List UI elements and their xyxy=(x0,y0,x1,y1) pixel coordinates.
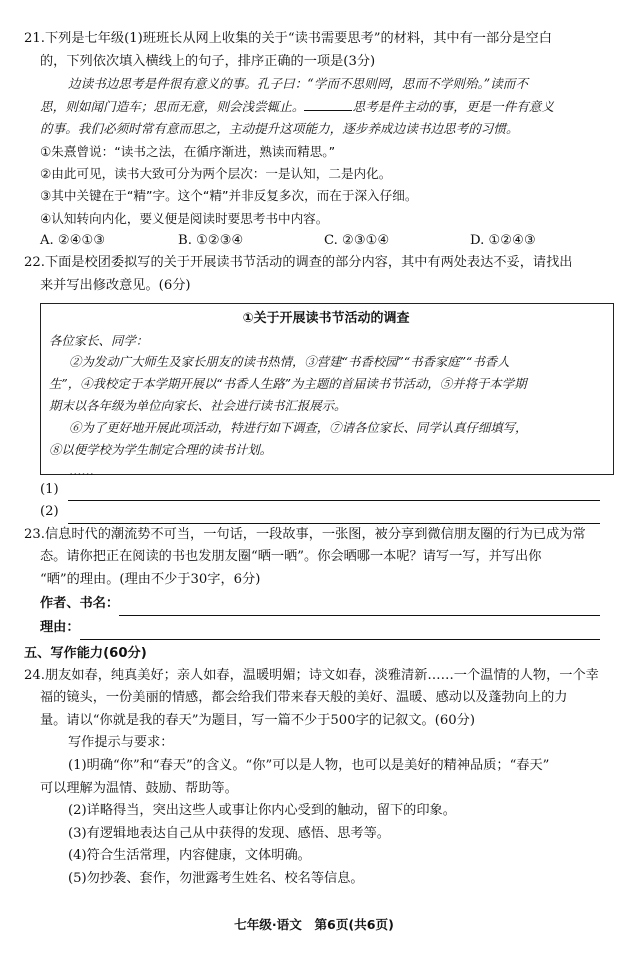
survey-line-3: 期末以各年级为单位向家长、社会进行读书汇报展示。 xyxy=(49,397,347,413)
q24-tip-2: (2)详略得当，突出这些人或事让你内心受到的触动，留下的印象。 xyxy=(68,803,456,819)
q23-stem-line1: 23.信息时代的潮流势不可当，一句话，一段故事，一张图，被分享到微信朋友圈的行为已成为常 xyxy=(24,526,586,542)
q23-reason-label: 理由： xyxy=(40,619,80,635)
q21-passage-line1: 边读书边思考是件很有意义的事。孔子曰：“学而不思则罔，思而不学则殆。”读而不 xyxy=(68,76,528,92)
q22-answer-2 xyxy=(24,501,606,524)
survey-box xyxy=(40,303,614,479)
question-23 xyxy=(24,524,606,640)
q24-tip-4: (4)符合生活常理，内容健康，文体明确。 xyxy=(68,848,311,864)
q23-author-title-field xyxy=(24,592,606,616)
q22-stem-line2: 来并写出修改意见。(6分) xyxy=(40,277,191,293)
q21-sentence-4: ④认知转向内化，要义便是阅读时要思考书中内容。 xyxy=(40,210,329,226)
q23-stem-line2: 态。请你把正在阅读的书也发朋友圈“晒一晒”。你会晒哪一本呢？请写一写，并写出你 xyxy=(40,549,542,565)
q21-passage-line2-before: 思，则如闻门造车；思而无意，则会浅尝辄止。 xyxy=(40,98,305,114)
survey-line-4: ⑥为了更好地开展此项活动，特进行如下调查，⑦请各位家长、同学认真仔细填写， xyxy=(69,419,528,435)
q21-option-d[interactable]: D. ①②④③ xyxy=(470,232,536,248)
q21-option-b[interactable]: B. ①②③④ xyxy=(178,232,244,248)
question-21 xyxy=(24,28,606,252)
q24-tip-3: (3)有逻辑地表达自己从中获得的发现、感悟、思考等。 xyxy=(68,825,390,841)
page-footer: 七年级·语文 第6页(共6页) xyxy=(234,917,394,932)
q21-option-c[interactable]: C. ②③①④ xyxy=(324,232,390,248)
survey-line-2: 生”，④我校定于本学期开展以“书香人生路”为主题的首届读书节活动，⑤并将于本学期 xyxy=(49,376,527,392)
q22-answer-2-label: (2) xyxy=(40,504,59,520)
survey-ellipsis: …… xyxy=(69,463,94,479)
q23-author-title-label: 作者、书名： xyxy=(40,595,120,611)
q21-options xyxy=(24,230,606,253)
q21-stem-line1: 21.下列是七年级(1)班班长从网上收集的关于“读书需要思考”的材料，其中有一部分是空白 xyxy=(24,31,552,46)
survey-greeting: 各位家长、同学： xyxy=(49,332,149,348)
question-24 xyxy=(24,665,606,891)
q21-sentence-1: ①朱熹曾说：“读书之法，在循序渐进，熟读而精思。” xyxy=(40,143,336,159)
q22-answer-1 xyxy=(24,479,606,502)
q21-passage-line3: 的事。我们必须时常有意而思之，主动提升这项能力，逐步养成边读书边思考的习惯。 xyxy=(40,121,519,137)
survey-line-5: ⑧以便学校为学生制定合理的读书计划。 xyxy=(49,441,273,457)
q24-tip-5: (5)勿抄袭、套作，勿泄露考生姓名、校名等信息。 xyxy=(68,870,364,886)
q24-stem-line3: 量。请以“你就是我的春天”为题目，写一篇不少于500字的记叙文。(60分) xyxy=(40,712,475,728)
q22-answer-1-label: (1) xyxy=(40,481,59,497)
q24-tip-1a: (1)明确“你”和“春天”的含义。“你”可以是人物，也可以是美好的精神品质；“春天” xyxy=(68,757,550,773)
q22-answer-2-line[interactable] xyxy=(68,509,600,524)
survey-line-1: ②为发动广大师生及家长朋友的读书热情，③营建“书香校园”“书香家庭”“书香人 xyxy=(69,354,510,370)
q21-sentence-2: ②由此可见，读书大致可分为两个层次：一是认知，二是内化。 xyxy=(40,166,392,182)
q23-reason-line[interactable] xyxy=(80,625,600,640)
q24-stem-line2: 福的镜头，一份美丽的情感，都会给我们带来春天般的美好、温暖、感动以及蓬勃向上的力 xyxy=(40,690,568,706)
q21-passage-line2-after: 思考是件主动的事，更是一件有意义 xyxy=(352,98,554,114)
q23-stem-line3: “晒”的理由。(理由不少于30字，6分) xyxy=(40,571,261,587)
section-5-heading: 五、写作能力(60分) xyxy=(24,645,147,661)
q23-author-title-line[interactable] xyxy=(119,601,600,616)
q23-reason-field xyxy=(24,616,606,640)
question-22 xyxy=(24,252,606,523)
q21-stem-line2: 的，下列依次填入横线上的句子，排序正确的一项是(3分) xyxy=(40,53,376,69)
q22-stem-line1: 22.下面是校团委拟写的关于开展读书节活动的调查的部分内容，其中有两处表达不妥，请找出 xyxy=(24,255,573,271)
survey-title: ①关于开展读书节活动的调查 xyxy=(242,310,410,326)
q24-stem-line1: 24.朋友如春，纯真美好；亲人如春，温暖明媚；诗文如春，淡雅清新……一个温情的人物，一个幸 xyxy=(24,667,599,683)
q21-passage-line2 xyxy=(24,96,606,119)
q24-tips-title: 写作提示与要求： xyxy=(68,735,174,751)
q22-answer-1-line[interactable] xyxy=(68,486,600,501)
q21-option-a[interactable]: A. ②④①③ xyxy=(40,232,106,248)
q21-fill-blank[interactable] xyxy=(304,98,352,111)
q21-sentence-3: ③其中关键在于“精”字。这个“精”并非反复多次，而在于深入仔细。 xyxy=(40,188,418,204)
q24-tip-1b: 可以理解为温情、鼓励、帮助等。 xyxy=(40,780,238,796)
